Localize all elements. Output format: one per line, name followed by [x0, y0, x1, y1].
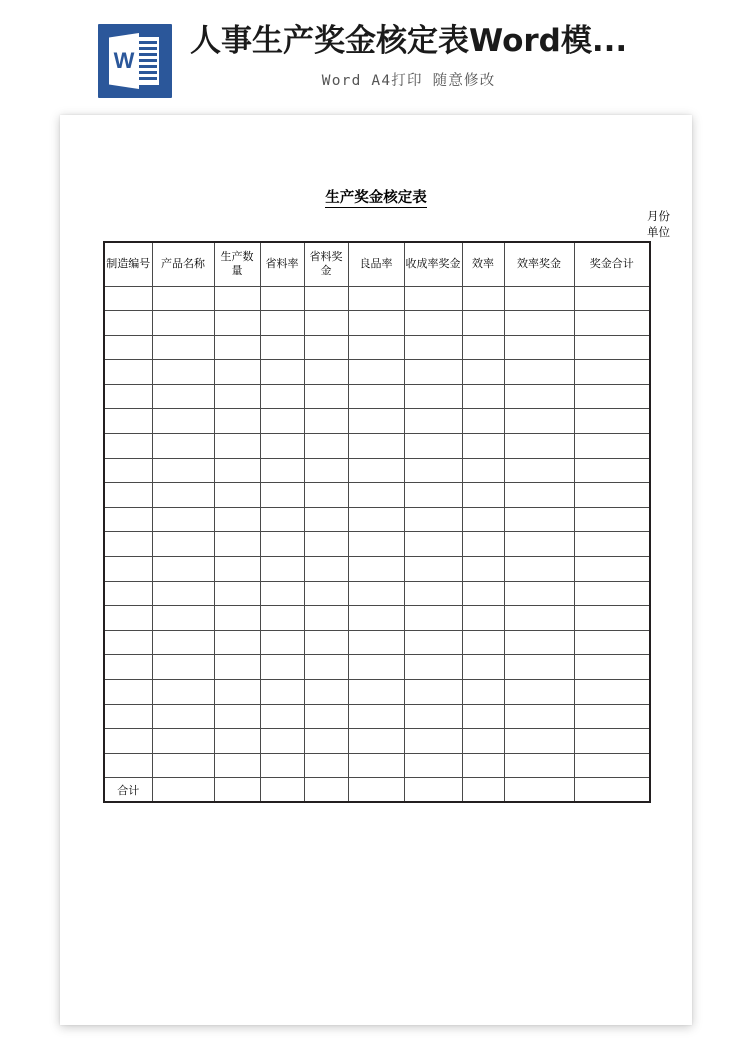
total-row-cell[interactable] [574, 778, 650, 803]
table-cell[interactable] [348, 483, 404, 508]
table-cell[interactable] [504, 680, 574, 705]
table-cell[interactable] [304, 286, 348, 311]
table-cell[interactable] [404, 286, 462, 311]
table-cell[interactable] [214, 286, 260, 311]
table-cell[interactable] [574, 581, 650, 606]
table-cell[interactable] [260, 655, 304, 680]
table-cell[interactable] [404, 557, 462, 582]
total-row-cell[interactable] [304, 778, 348, 803]
table-cell[interactable] [348, 434, 404, 459]
table-cell[interactable] [348, 507, 404, 532]
table-cell[interactable] [104, 434, 152, 459]
table-cell[interactable] [214, 729, 260, 754]
table-cell[interactable] [574, 606, 650, 631]
table-cell[interactable] [404, 360, 462, 385]
table-cell[interactable] [404, 335, 462, 360]
table-cell[interactable] [260, 581, 304, 606]
table-cell[interactable] [152, 630, 214, 655]
table-cell[interactable] [214, 384, 260, 409]
table-row[interactable] [104, 581, 650, 606]
table-cell[interactable] [260, 483, 304, 508]
table-cell[interactable] [304, 655, 348, 680]
table-row[interactable] [104, 704, 650, 729]
total-row-cell[interactable] [214, 778, 260, 803]
table-cell[interactable] [504, 434, 574, 459]
table-cell[interactable] [348, 753, 404, 778]
header-text [190, 24, 627, 90]
table-cell[interactable] [214, 311, 260, 336]
table-cell[interactable] [260, 384, 304, 409]
table-cell[interactable] [504, 753, 574, 778]
table-row[interactable] [104, 507, 650, 532]
table-cell[interactable] [574, 335, 650, 360]
table-cell[interactable] [574, 704, 650, 729]
table-cell[interactable] [462, 680, 504, 705]
table-cell[interactable] [462, 581, 504, 606]
table-cell[interactable] [304, 409, 348, 434]
meta-unit-label: 单位 [647, 225, 670, 240]
table-body [104, 286, 650, 802]
table-cell[interactable] [504, 409, 574, 434]
table-cell[interactable] [404, 507, 462, 532]
column-header-3: 省料率 [260, 242, 304, 286]
table-row[interactable] [104, 360, 650, 385]
table-cell[interactable] [574, 532, 650, 557]
table-cell[interactable] [260, 753, 304, 778]
total-row-cell[interactable] [152, 778, 214, 803]
table-cell[interactable] [404, 434, 462, 459]
column-header-1: 产品名称 [152, 242, 214, 286]
total-row-cell[interactable] [462, 778, 504, 803]
column-header-5: 良品率 [348, 242, 404, 286]
table-cell[interactable] [152, 458, 214, 483]
table-cell[interactable] [104, 311, 152, 336]
table-cell[interactable] [348, 655, 404, 680]
column-header-8: 效率奖金 [504, 242, 574, 286]
table-cell[interactable] [574, 434, 650, 459]
table-cell[interactable] [462, 630, 504, 655]
table-cell[interactable] [574, 557, 650, 582]
table-cell[interactable] [574, 483, 650, 508]
table-cell[interactable] [348, 532, 404, 557]
table-row[interactable] [104, 680, 650, 705]
table-cell[interactable] [260, 729, 304, 754]
table-cell[interactable] [104, 557, 152, 582]
total-row-cell[interactable] [404, 778, 462, 803]
table-cell[interactable] [504, 704, 574, 729]
table-cell[interactable] [574, 360, 650, 385]
table-cell[interactable] [214, 483, 260, 508]
table-row[interactable] [104, 311, 650, 336]
table-cell[interactable] [214, 704, 260, 729]
table-cell[interactable] [260, 507, 304, 532]
table-cell[interactable] [152, 335, 214, 360]
table-header [104, 242, 650, 286]
table-cell[interactable] [462, 286, 504, 311]
table-cell[interactable] [348, 729, 404, 754]
table-cell[interactable] [104, 655, 152, 680]
table-cell[interactable] [504, 729, 574, 754]
table-cell[interactable] [104, 729, 152, 754]
table-total-row[interactable] [104, 778, 650, 803]
table-cell[interactable] [348, 360, 404, 385]
table-cell[interactable] [104, 630, 152, 655]
table-cell[interactable] [104, 483, 152, 508]
table-row[interactable] [104, 458, 650, 483]
table-cell[interactable] [104, 335, 152, 360]
table-cell[interactable] [574, 507, 650, 532]
table-cell[interactable] [462, 409, 504, 434]
table-cell[interactable] [260, 360, 304, 385]
table-cell[interactable] [304, 557, 348, 582]
document-title [60, 186, 692, 207]
table-cell[interactable] [152, 581, 214, 606]
word-icon [98, 24, 172, 98]
table-cell[interactable] [260, 704, 304, 729]
table-cell[interactable] [152, 606, 214, 631]
table-cell[interactable] [304, 606, 348, 631]
table-cell[interactable] [348, 557, 404, 582]
table-cell[interactable] [260, 532, 304, 557]
table-cell[interactable] [348, 409, 404, 434]
table-cell[interactable] [404, 409, 462, 434]
table-row[interactable] [104, 409, 650, 434]
table-cell[interactable] [152, 507, 214, 532]
table-cell[interactable] [304, 335, 348, 360]
table-cell[interactable] [152, 409, 214, 434]
table-cell[interactable] [104, 581, 152, 606]
table-cell[interactable] [404, 311, 462, 336]
table-cell[interactable] [574, 753, 650, 778]
table-cell[interactable] [104, 360, 152, 385]
table-cell[interactable] [152, 360, 214, 385]
table-cell[interactable] [104, 532, 152, 557]
document-meta [647, 208, 670, 241]
table-cell[interactable] [348, 581, 404, 606]
table-cell[interactable] [574, 458, 650, 483]
table-cell[interactable] [260, 335, 304, 360]
table-cell[interactable] [348, 630, 404, 655]
table-wrapper [103, 241, 649, 803]
table-cell[interactable] [152, 483, 214, 508]
table-cell[interactable] [462, 458, 504, 483]
column-header-2: 生产数量 [214, 242, 260, 286]
document-title-text: 生产奖金核定表 [325, 190, 427, 206]
table-cell[interactable] [504, 557, 574, 582]
table-cell[interactable] [214, 409, 260, 434]
table-cell[interactable] [462, 434, 504, 459]
column-header-9: 奖金合计 [574, 242, 650, 286]
table-cell[interactable] [462, 753, 504, 778]
table-cell[interactable] [348, 704, 404, 729]
table-cell[interactable] [574, 729, 650, 754]
table-cell[interactable] [504, 581, 574, 606]
column-header-4: 省料奖金 [304, 242, 348, 286]
table-cell[interactable] [404, 384, 462, 409]
table-cell[interactable] [304, 581, 348, 606]
table-cell[interactable] [404, 630, 462, 655]
table-row[interactable] [104, 434, 650, 459]
table-cell[interactable] [462, 557, 504, 582]
table-cell[interactable] [104, 409, 152, 434]
table-row[interactable] [104, 606, 650, 631]
table-cell[interactable] [214, 360, 260, 385]
table-cell[interactable] [152, 753, 214, 778]
table-cell[interactable] [462, 311, 504, 336]
table-cell[interactable] [260, 557, 304, 582]
table-cell[interactable] [462, 606, 504, 631]
table-row[interactable] [104, 729, 650, 754]
table-cell[interactable] [574, 286, 650, 311]
table-cell[interactable] [152, 557, 214, 582]
table-cell[interactable] [304, 384, 348, 409]
table-cell[interactable] [304, 532, 348, 557]
table-cell[interactable] [304, 458, 348, 483]
table-cell[interactable] [504, 458, 574, 483]
table-cell[interactable] [504, 384, 574, 409]
table-cell[interactable] [152, 286, 214, 311]
table-cell[interactable] [504, 483, 574, 508]
column-header-0: 制造编号 [104, 242, 152, 286]
table-cell[interactable] [404, 532, 462, 557]
table-cell[interactable] [348, 458, 404, 483]
table-cell[interactable] [404, 704, 462, 729]
table-header-row [104, 242, 650, 286]
table-cell[interactable] [462, 729, 504, 754]
table-row[interactable] [104, 483, 650, 508]
total-row-cell[interactable] [260, 778, 304, 803]
table-cell[interactable] [304, 311, 348, 336]
table-cell[interactable] [504, 532, 574, 557]
document-page [60, 115, 692, 1025]
table-cell[interactable] [104, 384, 152, 409]
table-cell[interactable] [304, 507, 348, 532]
table-row[interactable] [104, 335, 650, 360]
table-cell[interactable] [504, 360, 574, 385]
table-row[interactable] [104, 286, 650, 311]
table-cell[interactable] [260, 458, 304, 483]
table-cell[interactable] [304, 630, 348, 655]
document-body [60, 115, 692, 1025]
table-cell[interactable] [462, 704, 504, 729]
table-cell[interactable] [348, 335, 404, 360]
table-cell[interactable] [304, 483, 348, 508]
table-cell[interactable] [504, 655, 574, 680]
word-icon-lines [136, 41, 157, 81]
table-cell[interactable] [214, 606, 260, 631]
table-row[interactable] [104, 384, 650, 409]
table-cell[interactable] [462, 655, 504, 680]
bonus-table [103, 241, 651, 803]
table-cell[interactable] [504, 630, 574, 655]
table-cell[interactable] [104, 286, 152, 311]
table-row[interactable] [104, 630, 650, 655]
table-cell[interactable] [462, 483, 504, 508]
table-cell[interactable] [260, 286, 304, 311]
table-cell[interactable] [574, 311, 650, 336]
table-cell[interactable] [404, 606, 462, 631]
word-icon-letter: W [113, 48, 135, 73]
table-cell[interactable] [404, 483, 462, 508]
table-cell[interactable] [152, 384, 214, 409]
table-cell[interactable] [304, 753, 348, 778]
preview-header [0, 0, 750, 112]
table-cell[interactable] [214, 458, 260, 483]
table-cell[interactable] [462, 384, 504, 409]
table-cell[interactable] [462, 507, 504, 532]
table-cell[interactable] [574, 680, 650, 705]
table-cell[interactable] [152, 655, 214, 680]
table-cell[interactable] [104, 507, 152, 532]
meta-month-label: 月份 [647, 209, 670, 223]
table-cell[interactable] [214, 335, 260, 360]
table-cell[interactable] [404, 458, 462, 483]
table-cell[interactable] [574, 384, 650, 409]
table-row[interactable] [104, 532, 650, 557]
table-cell[interactable] [260, 409, 304, 434]
table-cell[interactable] [214, 434, 260, 459]
table-cell[interactable] [304, 680, 348, 705]
table-cell[interactable] [462, 360, 504, 385]
table-cell[interactable] [152, 729, 214, 754]
page-title: 人事生产奖金核定表Word模... [190, 23, 628, 59]
table-cell[interactable] [348, 311, 404, 336]
total-row-label[interactable]: 合计 [104, 778, 152, 803]
table-cell[interactable] [214, 680, 260, 705]
table-cell[interactable] [404, 581, 462, 606]
table-cell[interactable] [504, 335, 574, 360]
table-cell[interactable] [304, 434, 348, 459]
table-cell[interactable] [214, 507, 260, 532]
table-cell[interactable] [348, 606, 404, 631]
table-cell[interactable] [260, 434, 304, 459]
table-cell[interactable] [404, 729, 462, 754]
table-cell[interactable] [260, 680, 304, 705]
header-inner [98, 24, 627, 98]
page-subtitle: Word A4打印 随意修改 [321, 72, 496, 89]
table-cell[interactable] [348, 286, 404, 311]
table-cell[interactable] [104, 606, 152, 631]
table-cell[interactable] [214, 557, 260, 582]
table-cell[interactable] [214, 655, 260, 680]
table-cell[interactable] [504, 606, 574, 631]
table-cell[interactable] [504, 286, 574, 311]
table-cell[interactable] [104, 704, 152, 729]
table-cell[interactable] [404, 753, 462, 778]
table-cell[interactable] [504, 507, 574, 532]
table-cell[interactable] [574, 409, 650, 434]
table-cell[interactable] [214, 753, 260, 778]
table-cell[interactable] [152, 680, 214, 705]
table-cell[interactable] [504, 311, 574, 336]
table-cell[interactable] [214, 630, 260, 655]
table-cell[interactable] [152, 434, 214, 459]
table-cell[interactable] [462, 532, 504, 557]
table-row[interactable] [104, 753, 650, 778]
table-cell[interactable] [152, 311, 214, 336]
table-cell[interactable] [152, 704, 214, 729]
table-row[interactable] [104, 655, 650, 680]
total-row-cell[interactable] [348, 778, 404, 803]
table-cell[interactable] [152, 532, 214, 557]
table-cell[interactable] [348, 384, 404, 409]
table-cell[interactable] [304, 360, 348, 385]
table-cell[interactable] [104, 680, 152, 705]
table-cell[interactable] [260, 606, 304, 631]
table-cell[interactable] [404, 655, 462, 680]
table-cell[interactable] [214, 532, 260, 557]
table-cell[interactable] [462, 335, 504, 360]
table-cell[interactable] [404, 680, 462, 705]
table-cell[interactable] [214, 581, 260, 606]
total-row-cell[interactable] [504, 778, 574, 803]
table-cell[interactable] [304, 729, 348, 754]
table-cell[interactable] [104, 458, 152, 483]
table-cell[interactable] [260, 630, 304, 655]
table-cell[interactable] [574, 655, 650, 680]
table-cell[interactable] [260, 311, 304, 336]
table-cell[interactable] [304, 704, 348, 729]
table-cell[interactable] [348, 680, 404, 705]
table-cell[interactable] [574, 630, 650, 655]
column-header-6: 收成率奖金 [404, 242, 462, 286]
column-header-7: 效率 [462, 242, 504, 286]
table-row[interactable] [104, 557, 650, 582]
table-cell[interactable] [104, 753, 152, 778]
